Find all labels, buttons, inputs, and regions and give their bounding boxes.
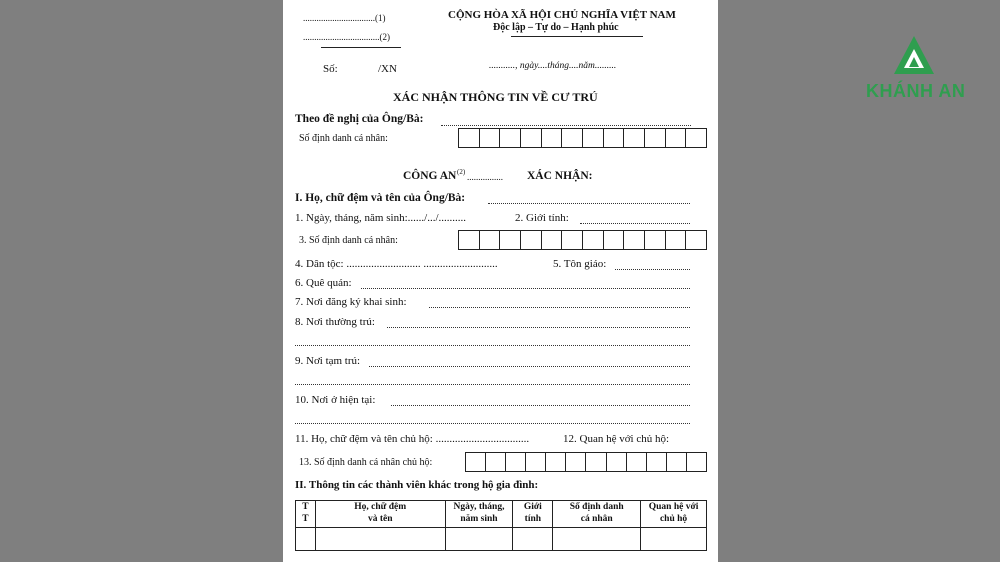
id-label: Số định danh cá nhân: [299, 133, 388, 144]
col-header-stt-text: T T [302, 502, 309, 524]
document-title: XÁC NHẬN THÔNG TIN VỀ CƯ TRÚ [393, 90, 598, 104]
khanh-an-logo [864, 32, 968, 102]
hometown-label: 6. Quê quán: [295, 277, 352, 289]
religion-label: 5. Tôn giáo: [553, 258, 607, 270]
country-name: CỘNG HÒA XÃ HỘI CHỦ NGHĨA VIỆT NAM [448, 9, 676, 21]
id-number-boxes[interactable] [458, 128, 707, 148]
col-header-stt [296, 501, 316, 528]
household-head-name-field[interactable]: 11. Họ, chữ đệm và tên chủ hộ: .................................. [295, 433, 530, 445]
temporary-residence-label: 9. Nơi tạm trú: [295, 355, 361, 367]
date-line: ..........., ngày....tháng....năm......... [489, 61, 617, 71]
temporary-residence-field[interactable] [369, 366, 690, 367]
col-header-relationship [641, 501, 707, 528]
col-header-name [315, 501, 445, 528]
document-page [283, 0, 718, 562]
agency-line-2: ..................................(2) [303, 32, 390, 42]
household-members-table [295, 500, 707, 551]
col-header-gender-text: Giới tính [523, 502, 542, 524]
permanent-residence-field-2[interactable] [295, 345, 690, 346]
birth-registration-field[interactable] [429, 307, 690, 308]
confirm-label: XÁC NHẬN: [527, 170, 593, 182]
dob-field[interactable]: 1. Ngày, tháng, năm sinh:....../.../.......... [295, 212, 466, 224]
birth-registration-label: 7. Nơi đăng ký khai sinh: [295, 296, 407, 308]
col-header-id [553, 501, 641, 528]
so-suffix: /XN [378, 63, 397, 75]
section-1-title: I. Họ, chữ đệm và tên của Ông/Bà: [295, 192, 466, 204]
police-dots: ................ [467, 172, 503, 182]
current-residence-field[interactable] [391, 405, 690, 406]
police-label: CÔNG AN [403, 170, 457, 182]
motto-underline [511, 36, 643, 37]
table-header-row [296, 501, 707, 528]
col-header-relationship-text: Quan hệ với chủ hộ [648, 502, 699, 524]
section-2-title: II. Thông tin các thành viên khác trong hộ gia đình: [295, 479, 539, 491]
request-field[interactable] [441, 125, 691, 126]
col-header-name-text: Họ, chữ đệm và tên [354, 502, 407, 524]
left-gray-margin [0, 0, 283, 562]
table-cell[interactable] [445, 527, 513, 550]
personal-id-label: 3. Số định danh cá nhân: [299, 235, 398, 246]
current-residence-field-2[interactable] [295, 423, 690, 424]
permanent-residence-label: 8. Nơi thường trú: [295, 316, 375, 328]
table-cell[interactable] [641, 527, 707, 550]
col-header-dob-text: Ngày, tháng, năm sinh [453, 502, 505, 524]
agency-underline [321, 47, 401, 48]
household-head-id-boxes[interactable] [465, 452, 707, 472]
religion-field[interactable] [615, 269, 690, 270]
ethnicity-field[interactable]: 4. Dân tộc: ........................... ........................... [295, 258, 498, 270]
request-label: Theo đề nghị của Ông/Bà: [295, 113, 424, 125]
col-header-id-text: Số định danh cá nhân [569, 502, 624, 524]
temporary-residence-field-2[interactable] [295, 384, 690, 385]
relationship-label: 12. Quan hệ với chủ hộ: [563, 433, 670, 445]
table-cell[interactable] [553, 527, 641, 550]
full-name-field[interactable] [488, 203, 690, 204]
police-sup: (2) [457, 168, 466, 176]
col-header-dob [445, 501, 513, 528]
table-cell[interactable] [315, 527, 445, 550]
permanent-residence-field[interactable] [387, 327, 690, 328]
national-motto: Độc lập – Tự do – Hạnh phúc [493, 22, 619, 33]
gender-label: 2. Giới tính: [515, 212, 569, 224]
table-row [296, 527, 707, 550]
agency-line-1: ................................(1) [303, 13, 386, 23]
gender-field[interactable] [580, 223, 690, 224]
current-residence-label: 10. Nơi ở hiện tại: [295, 394, 376, 406]
table-cell[interactable] [296, 527, 316, 550]
hometown-field[interactable] [361, 288, 690, 289]
table-cell[interactable] [513, 527, 553, 550]
so-label: Số: [323, 63, 338, 75]
col-header-gender [513, 501, 553, 528]
household-head-id-label: 13. Số định danh cá nhân chủ hộ: [299, 457, 433, 468]
logo-text: KHÁNH AN [866, 81, 966, 101]
personal-id-boxes[interactable] [458, 230, 707, 250]
